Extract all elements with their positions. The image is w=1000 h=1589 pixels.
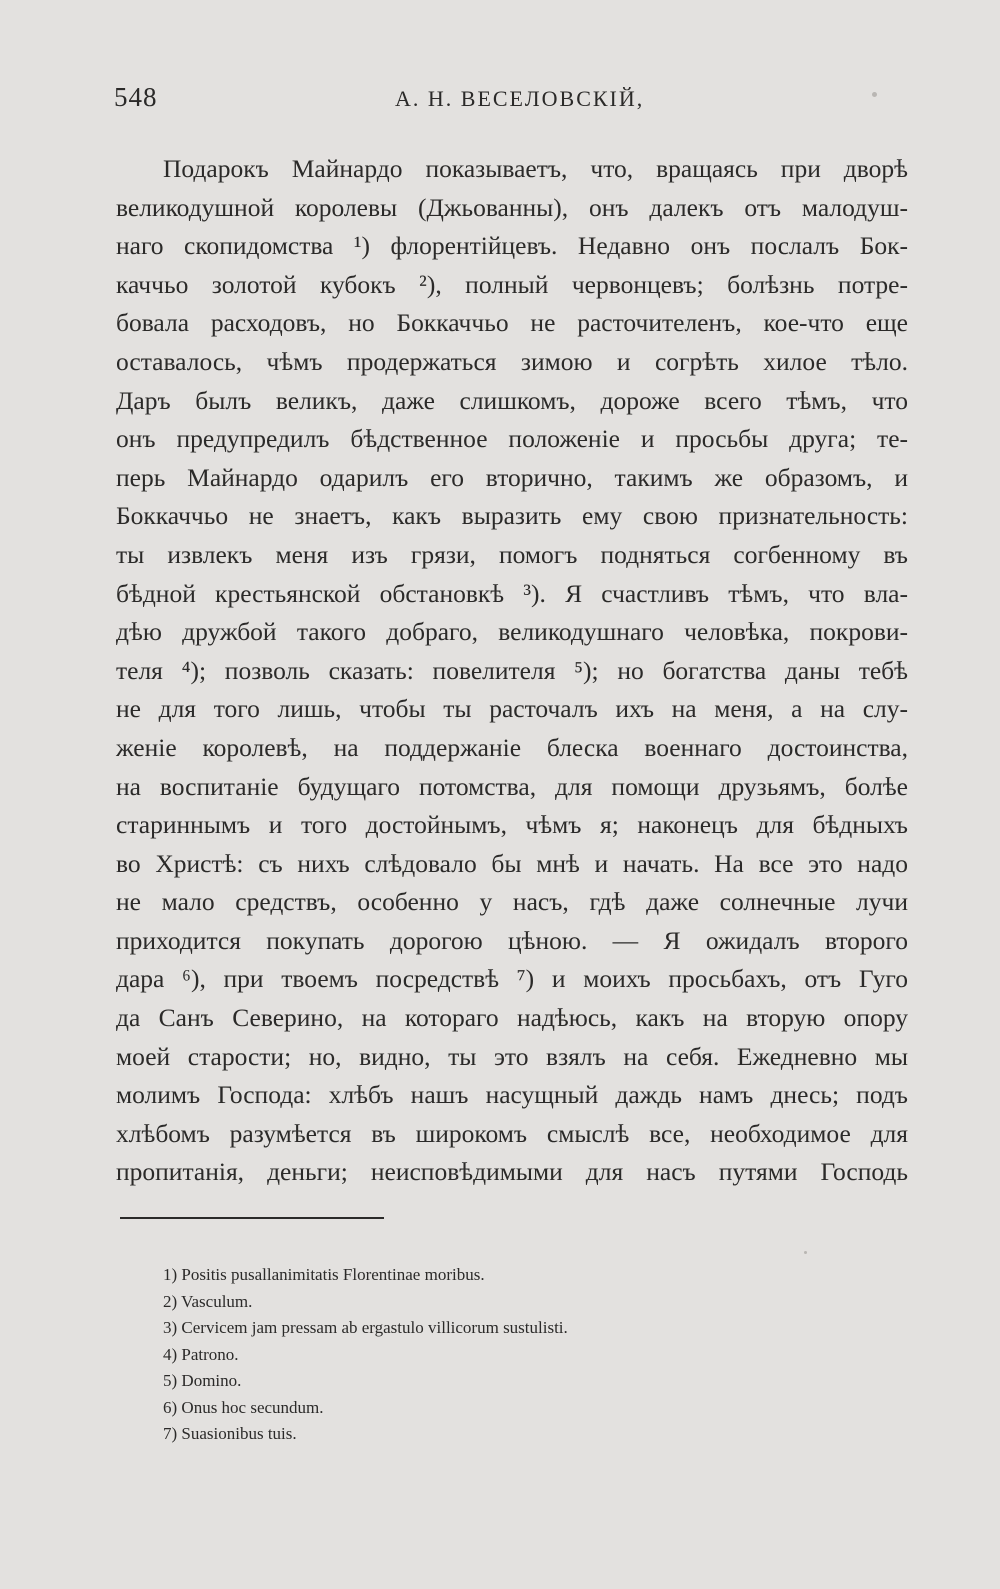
footnote: 2) Vasculum. <box>163 1291 253 1311</box>
text-line: Даръ былъ великъ, даже слишкомъ, дороже всего тѣмъ, что <box>116 385 908 415</box>
footnote: 1) Positis pusallanimitatis Florentinae moribus. <box>163 1265 485 1284</box>
text-line: каччьо золотой кубокъ ²), полный червонцевъ; болѣзнь потре- <box>116 269 908 299</box>
footnote: 3) Cervicem jam pressam ab ergastulo villicorum sustulisti. <box>163 1318 568 1337</box>
text-line: бовала расходовъ, но Боккаччьо не расточителенъ, кое-что еще <box>116 308 908 338</box>
text-line: бѣдной крестьянской обстановкѣ ³). Я счастливъ тѣмъ, что вла- <box>116 578 908 608</box>
paper-speck <box>804 1251 807 1254</box>
text-line: моей старости; но, видно, ты это взялъ на себя. Ежедневно мы <box>116 1041 908 1071</box>
text-line: на воспитаніе будущаго потомства, для помощи друзьямъ, болѣе <box>116 771 908 801</box>
text-line: не для того лишь, чтобы ты расточалъ ихъ на меня, а на слу- <box>116 694 908 724</box>
footnotes <box>163 1262 568 1448</box>
text-line: наго скопидомства ¹) флорентійцевъ. Недавно онъ послалъ Бок- <box>116 231 908 261</box>
text-line: дѣю дружбой такого добраго, великодушнаго человѣка, покрови- <box>116 617 908 647</box>
text-line: оставалось, чѣмъ продержаться зимою и согрѣть хилое тѣло. <box>116 346 908 376</box>
text-line: онъ предупредилъ бѣдственное положеніе и просьбы друга; те- <box>116 424 908 454</box>
text-line: великодушной королевы (Джьованны), онъ далекъ отъ малодуш- <box>116 192 908 222</box>
text-line: ты извлекъ меня изъ грязи, помогъ подняться согбенному въ <box>116 539 908 569</box>
text-line: женіе королевѣ, на поддержаніе блеска военнаго достоинства, <box>116 732 908 762</box>
running-head: А. Н. ВЕСЕЛОВСКІЙ, <box>395 86 645 111</box>
text-line: дара ⁶), при твоемъ посредствѣ ⁷) и моихъ просьбахъ, отъ Гуго <box>116 964 908 994</box>
text-line: приходится покупать дорогою цѣною. — Я ожидалъ второго <box>116 925 908 955</box>
paper-speck <box>872 92 877 97</box>
text-line: перь Майнардо одарилъ его вторично, такимъ же образомъ, и <box>116 462 908 492</box>
text-line: во Христѣ: съ нихъ слѣдовало бы мнѣ и начать. На все это надо <box>116 848 908 878</box>
text-line: Боккаччьо не знаетъ, какъ выразить ему свою признательность: <box>116 501 908 531</box>
footnote: 4) Patrono. <box>163 1344 239 1364</box>
text-line: пропитанія, деньги; неисповѣдимыми для насъ путями Господь <box>116 1157 908 1187</box>
text-line: да Санъ Северино, на котораго надѣюсь, какъ на вторую опору <box>116 1003 908 1033</box>
text-line: Подарокъ Майнардо показываетъ, что, вращаясь при дворѣ <box>163 154 908 183</box>
text-line: не мало средствъ, особенно у насъ, гдѣ даже солнечные лучи <box>116 887 908 917</box>
footnote: 6) Onus hoc secundum. <box>163 1397 324 1417</box>
text-line: стариннымъ и того достойнымъ, чѣмъ я; наконецъ для бѣдныхъ <box>116 810 908 840</box>
text-line: теля ⁴); позволь сказать: повелителя ⁵); но богатства даны тебѣ <box>116 655 908 685</box>
footnote: 5) Domino. <box>163 1371 242 1390</box>
body-text <box>116 150 908 1192</box>
text-line: хлѣбомъ разумѣется въ широкомъ смыслѣ все, необходимое для <box>116 1118 908 1148</box>
footnote: 7) Suasionibus tuis. <box>163 1424 297 1443</box>
footnote-divider <box>120 1217 384 1219</box>
text-line: молимъ Господа: хлѣбъ нашъ насущный даждь намъ днесь; подъ <box>116 1080 908 1110</box>
page-number: 548 <box>114 82 158 112</box>
